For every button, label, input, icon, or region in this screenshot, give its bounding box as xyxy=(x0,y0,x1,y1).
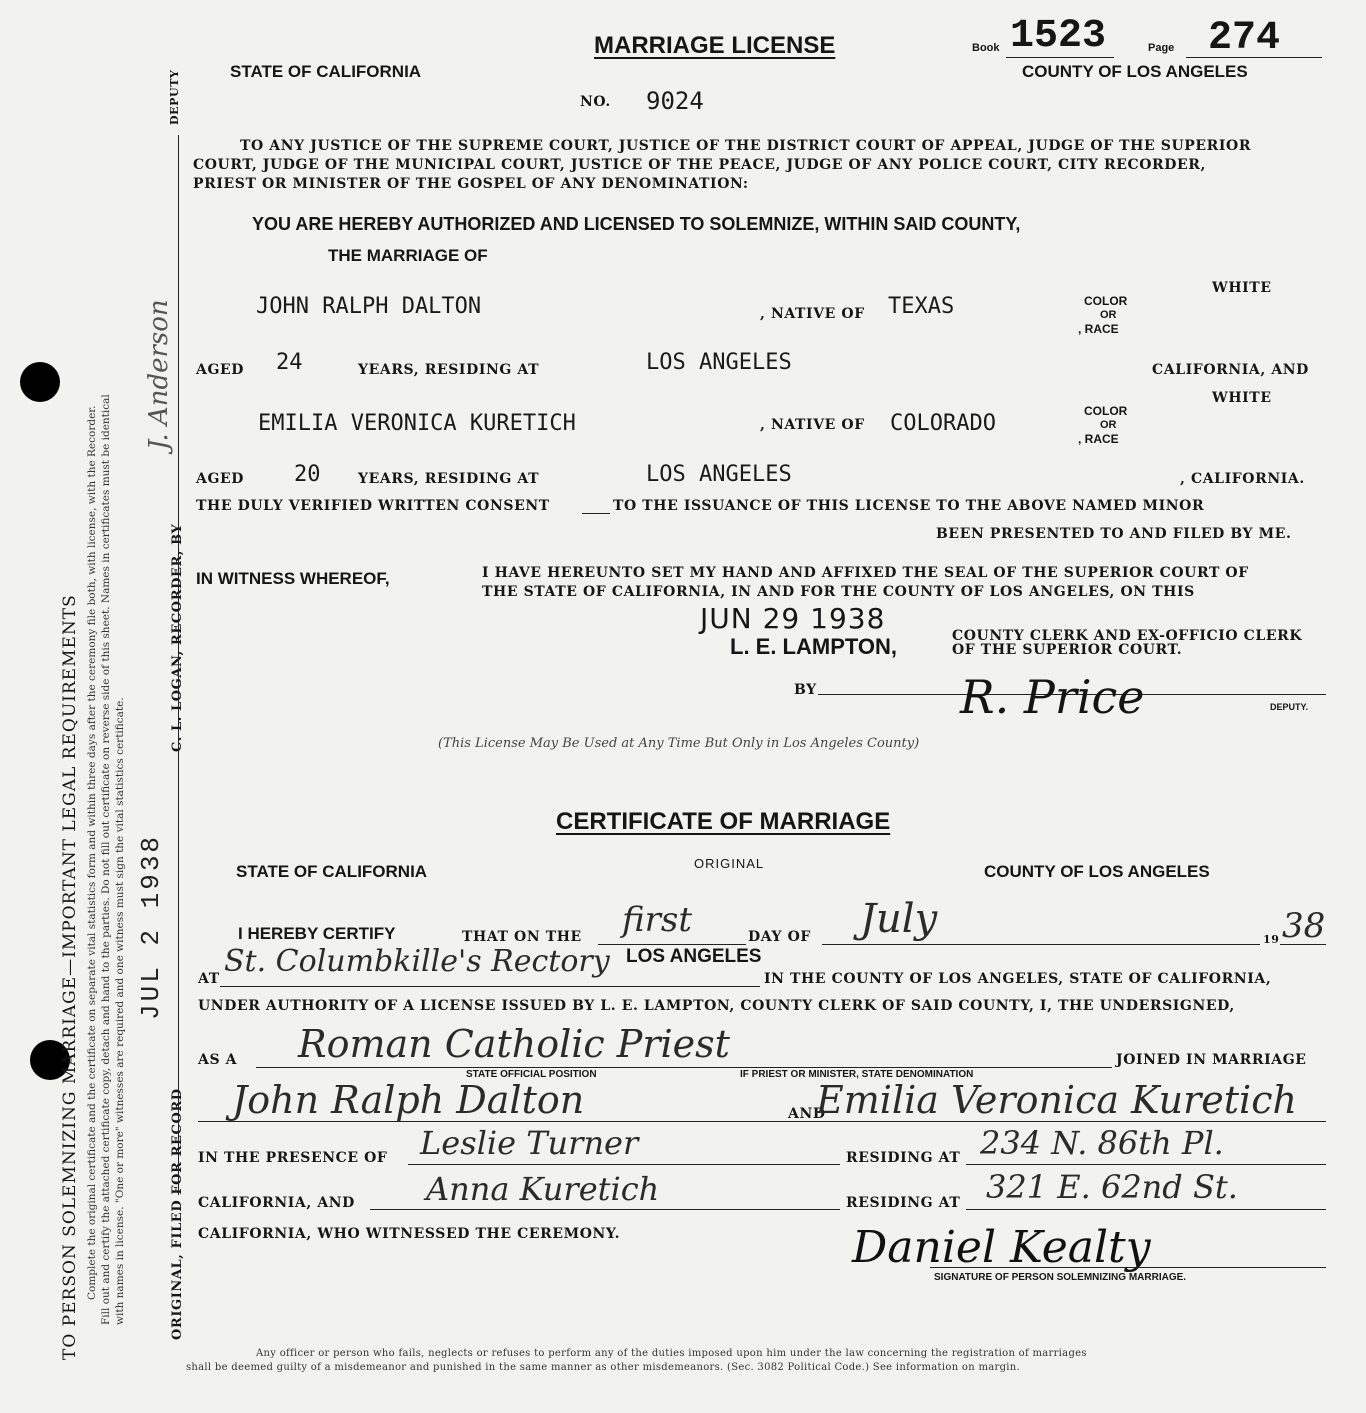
groom-age: 24 xyxy=(276,350,303,375)
groom-name: JOHN RALPH DALTON xyxy=(256,294,482,319)
consent-line-1: THE DULY VERIFIED WRITTEN CONSENT xyxy=(196,498,550,514)
license-county: COUNTY OF LOS ANGELES xyxy=(1022,62,1248,81)
witness2-line xyxy=(370,1209,840,1210)
bride-native-state: COLORADO xyxy=(890,411,996,436)
place-line xyxy=(220,986,760,987)
footer-line-1: Any officer or person who fails, neglects or refuses to perform any of the duties imposed upon him under the law concerning the registration of marriages xyxy=(256,1348,1087,1359)
city-stamp: LOS ANGELES xyxy=(626,946,762,967)
license-number: 9024 xyxy=(646,87,704,115)
bride-native-label: , NATIVE OF xyxy=(760,417,865,433)
bride-aged-label: AGED xyxy=(196,471,245,487)
witness1-line xyxy=(408,1164,840,1165)
cert-bride-name: Emilia Veronica Kuretich xyxy=(816,1078,1297,1122)
groom-native-label: , NATIVE OF xyxy=(760,306,865,322)
requirements-text-2: Fill out and certify the attached certificate copy, detach and hand to the parties. Do not fill out certificate on reverse side of this sheet. Names in certificates must be identical xyxy=(100,394,112,1325)
authorized-statement: YOU ARE HEREBY AUTHORIZED AND LICENSED TO SOLEMNIZE, WITHIN SAID COUNTY, xyxy=(252,214,1021,234)
ceremony-month: July xyxy=(860,896,938,942)
bride-race: WHITE xyxy=(1212,390,1272,406)
certificate-original-label: ORIGINAL xyxy=(694,856,765,871)
marriage-of-label: THE MARRIAGE OF xyxy=(328,246,488,265)
witness2-address-line xyxy=(966,1209,1326,1210)
license-by-label: BY xyxy=(794,682,817,698)
day-of-label: DAY OF xyxy=(748,929,811,945)
witness2-address: 321 E. 62nd St. xyxy=(986,1168,1238,1206)
year-prefix: 19 xyxy=(1263,933,1280,946)
california-and-label: CALIFORNIA, AND xyxy=(1152,362,1309,378)
year-line xyxy=(1280,944,1326,945)
certify-label: I HEREBY CERTIFY xyxy=(238,924,396,943)
presence-label: IN THE PRESENCE OF xyxy=(198,1150,388,1166)
year-suffix: 38 xyxy=(1282,906,1326,946)
issue-date-stamp: JUN 29 1938 xyxy=(700,602,886,635)
license-book-number: 1523 xyxy=(1010,14,1107,59)
witness2-residing-label: RESIDING AT xyxy=(846,1195,961,1211)
authority-text: UNDER AUTHORITY OF A LICENSE ISSUED BY L. E. LAMPTON, COUNTY CLERK OF SAID COUNTY, I, THE UNDERSIGNED, xyxy=(198,998,1235,1014)
requirements-text-3: with names in license. "One or more" witnesses are required and one witness must sign the vital statistics certificate. xyxy=(114,697,126,1325)
consent-line-2: TO THE ISSUANCE OF THIS LICENSE TO THE ABOVE NAMED MINOR xyxy=(613,498,1205,514)
consent-line-3: BEEN PRESENTED TO AND FILED BY ME. xyxy=(936,526,1292,542)
clerk-name: L. E. LAMPTON, xyxy=(730,634,898,659)
bride-or-label: OR xyxy=(1100,419,1117,431)
officiant-signature: Daniel Kealty xyxy=(852,1222,1151,1273)
bride-age: 20 xyxy=(294,462,321,487)
california-label: , CALIFORNIA. xyxy=(1180,471,1305,487)
groom-or-label: OR xyxy=(1100,309,1117,321)
license-page-number: 274 xyxy=(1208,16,1281,61)
in-county-text: IN THE COUNTY OF LOS ANGELES, STATE OF CALIFORNIA, xyxy=(764,971,1272,987)
certificate-county: COUNTY OF LOS ANGELES xyxy=(984,862,1210,881)
margin-rule xyxy=(178,135,179,1195)
address-line-3: PRIEST OR MINISTER OF THE GOSPEL OF ANY DENOMINATION: xyxy=(193,176,749,192)
witness1-address-line xyxy=(966,1164,1326,1165)
license-note: (This License May Be Used at Any Time But Only in Los Angeles County) xyxy=(438,736,920,751)
officiant-signature-label: SIGNATURE OF PERSON SOLEMNIZING MARRIAGE. xyxy=(934,1272,1187,1283)
groom-residence: LOS ANGELES xyxy=(646,350,792,375)
denomination-label: IF PRIEST OR MINISTER, STATE DENOMINATION xyxy=(740,1069,974,1080)
bride-residing-label: YEARS, RESIDING AT xyxy=(358,471,540,487)
page-rule xyxy=(1186,57,1322,58)
couple-line xyxy=(198,1121,1326,1122)
deputy-margin-label: DEPUTY xyxy=(168,69,181,125)
clerk-title-1: COUNTY CLERK AND EX-OFFICIO CLERK xyxy=(952,628,1303,644)
groom-color-label: COLOR xyxy=(1084,294,1128,308)
address-line-2: COURT, JUDGE OF THE MUNICIPAL COURT, JUSTICE OF THE PEACE, JUDGE OF ANY POLICE COURT, CITY RECORDER, xyxy=(193,157,1207,173)
recorder-signature: J. Anderson xyxy=(144,299,174,450)
certificate-state: STATE OF CALIFORNIA xyxy=(236,862,428,881)
cert-california-and: CALIFORNIA, AND xyxy=(198,1195,355,1211)
footer-line-2: shall be deemed guilty of a misdemeanor and punished in the same manner as other misdemeanors. (Sec. 3082 Political Code.) See information on margin. xyxy=(186,1362,1020,1373)
punch-hole-top xyxy=(20,362,60,402)
groom-native-state: TEXAS xyxy=(888,294,955,319)
license-deputy-label: DEPUTY. xyxy=(1270,702,1309,712)
recorder-label: C. L. LOGAN, RECORDER, BY xyxy=(170,523,185,752)
filed-stamp: JUL 2 1938 xyxy=(136,833,166,1020)
ceremony-day: first xyxy=(622,900,693,940)
deputy-signature: R. Price xyxy=(960,670,1145,724)
month-line xyxy=(822,944,1260,945)
bride-residence: LOS ANGELES xyxy=(646,462,792,487)
officiant-position: Roman Catholic Priest xyxy=(298,1022,730,1066)
at-label: AT xyxy=(198,971,220,987)
groom-race-label: , RACE xyxy=(1078,322,1119,336)
position-line xyxy=(256,1067,1112,1068)
witnessed-text: CALIFORNIA, WHO WITNESSED THE CEREMONY. xyxy=(198,1226,621,1242)
witness-line-2: THE STATE OF CALIFORNIA, IN AND FOR THE COUNTY OF LOS ANGELES, ON THIS xyxy=(482,584,1195,600)
witness-whereof-label: IN WITNESS WHEREOF, xyxy=(196,569,390,588)
license-state: STATE OF CALIFORNIA xyxy=(230,62,422,81)
license-book-label: Book xyxy=(972,42,1000,54)
joined-label: JOINED IN MARRIAGE xyxy=(1116,1052,1307,1068)
bride-name: EMILIA VERONICA KURETICH xyxy=(258,411,576,436)
license-page-label: Page xyxy=(1148,42,1175,54)
cert-and-label: AND xyxy=(788,1106,826,1122)
ceremony-place: St. Columbkille's Rectory xyxy=(224,944,610,979)
witness1-address: 234 N. 86th Pl. xyxy=(980,1124,1224,1162)
that-on-the-label: THAT ON THE xyxy=(462,929,582,945)
witness1-name: Leslie Turner xyxy=(420,1124,639,1162)
witness2-name: Anna Kuretich xyxy=(426,1170,660,1208)
day-line xyxy=(598,944,746,945)
address-line-1: TO ANY JUSTICE OF THE SUPREME COURT, JUSTICE OF THE DISTRICT COURT OF APPEAL, JUDGE OF THE SUPERIOR xyxy=(240,138,1252,154)
bride-color-label: COLOR xyxy=(1084,404,1128,418)
book-rule xyxy=(1006,57,1114,58)
cert-groom-name: John Ralph Dalton xyxy=(232,1078,585,1122)
filed-for-record-label: ORIGINAL, FILED FOR RECORD xyxy=(170,1088,185,1340)
officiant-signature-line xyxy=(930,1267,1326,1268)
state-position-label: STATE OFFICIAL POSITION xyxy=(466,1069,597,1080)
bride-race-label: , RACE xyxy=(1078,432,1119,446)
witness-line-1: I HAVE HEREUNTO SET MY HAND AND AFFIXED THE SEAL OF THE SUPERIOR COURT OF xyxy=(482,565,1249,581)
clerk-title-2: OF THE SUPERIOR COURT. xyxy=(952,642,1183,658)
as-a-label: AS A xyxy=(198,1052,238,1068)
license-no-label: NO. xyxy=(580,94,611,110)
certificate-title: CERTIFICATE OF MARRIAGE xyxy=(556,808,891,835)
groom-race: WHITE xyxy=(1212,280,1272,296)
groom-residing-label: YEARS, RESIDING AT xyxy=(358,362,540,378)
license-title: MARRIAGE LICENSE xyxy=(594,32,836,59)
groom-aged-label: AGED xyxy=(196,362,245,378)
requirements-title: TO PERSON SOLEMNIZING MARRIAGE—IMPORTANT LEGAL REQUIREMENTS xyxy=(60,594,80,1360)
consent-blank xyxy=(582,513,610,514)
requirements-text-1: Complete the original certificate and the certificate on separate vital statistics form and within three days after the ceremony file both, with license, with the Recorder. xyxy=(86,405,98,1300)
witness1-residing-label: RESIDING AT xyxy=(846,1150,961,1166)
